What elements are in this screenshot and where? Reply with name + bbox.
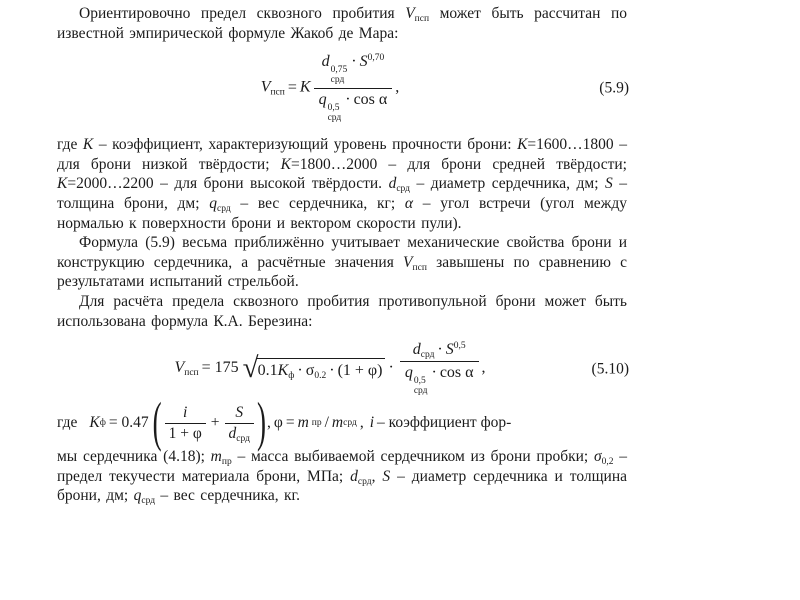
text-segment: – коэффициент, характеризующий уровень прочности брони: [93, 136, 518, 154]
comma: , [359, 413, 364, 431]
fraction [400, 340, 479, 397]
text-segment: V [405, 5, 415, 22]
equation-5-10-body [57, 340, 643, 397]
subscript: 0.2 [314, 371, 327, 382]
equals-sign: = [285, 413, 295, 431]
text-segment: – вес сердечника, кг. [155, 487, 300, 505]
subscript: срд [330, 74, 345, 85]
multiplication-dot: · [345, 91, 351, 109]
radical-sign: √ [242, 352, 259, 385]
multiplication-dot: · [329, 362, 335, 380]
text-segment: может быть рассчитан по известной эмпирической формуле Жакоб де Мара: [57, 5, 628, 42]
text-segment: мы сердечника (4.18); [57, 448, 211, 466]
text-segment: где [57, 136, 83, 154]
variable-v: V [174, 359, 185, 377]
variable-kf: K [89, 413, 100, 431]
superscript: 0,5 [327, 103, 340, 114]
paragraph-intro-jacob-de-marre [57, 4, 643, 43]
coefficient: 0.1 [257, 362, 278, 380]
text-segment: S [605, 175, 613, 193]
multiplication-dot: · [437, 341, 443, 359]
text-segment: K [280, 155, 292, 173]
text-segment: q [133, 487, 142, 505]
text-segment: Ориентировочно предел сквозного пробития [79, 5, 406, 22]
subscript: псп [184, 368, 199, 379]
text-segment: – масса выбиваемой сердечником из брони пробки; [231, 448, 594, 466]
text-segment: , [371, 467, 383, 485]
right-paren: ) [256, 390, 266, 453]
text-segment: m [210, 448, 222, 466]
subscript: срд [413, 385, 428, 396]
paragraph-k-coefficient [57, 135, 643, 233]
numerator: i [165, 404, 206, 424]
paragraph-definitions-continued [57, 447, 643, 506]
text-segment: S [382, 467, 391, 485]
form-coefficient-text: – коэффициент фор- [377, 413, 512, 431]
text-segment: σ [593, 448, 602, 466]
variable-sigma: σ [305, 362, 315, 380]
subscript: пр [221, 457, 232, 468]
subscript: псп [414, 14, 430, 24]
subscript: срд [141, 496, 156, 507]
denominator [400, 362, 479, 397]
multiplication-dot: · [297, 362, 303, 380]
comma: , [481, 359, 486, 377]
variable-q: q [318, 91, 327, 109]
variable-k: K [277, 362, 289, 380]
denominator [314, 89, 393, 124]
numerator [314, 52, 393, 89]
text-segment: – диаметр сердечника, дм; [410, 175, 606, 193]
equals-sign: = [287, 78, 297, 96]
equation-number: (5.10) [591, 359, 629, 377]
plus-sign: + [210, 413, 220, 431]
paren-term: (1 + φ) [337, 362, 383, 380]
text-segment: =1600…1800 – для брони низкой твёрдости; [57, 136, 627, 173]
sup-sub-stack [414, 377, 428, 396]
cosine-term: cos α [439, 364, 474, 382]
variable-k: K [299, 78, 311, 96]
square-root [242, 352, 386, 385]
variable-d: d [228, 424, 237, 442]
subscript: срд [217, 203, 231, 214]
subscript: срд [236, 433, 250, 444]
equals-sign: = 175 [201, 359, 239, 377]
superscript: 0,70 [367, 53, 385, 64]
numerator: S [225, 404, 254, 424]
subscript: срд [396, 184, 410, 195]
text-segment: K [517, 136, 528, 154]
equals-sign: = 0.47 [108, 413, 149, 431]
subscript: псп [412, 262, 427, 273]
paragraph-berezin-intro [57, 292, 643, 331]
text-segment: =2000…2200 – для брони высокой твёрдости. [67, 175, 389, 193]
variable-phi: φ [273, 413, 283, 431]
comma: , [395, 78, 400, 96]
subscript: срд [327, 112, 342, 123]
text-segment: – диаметр сердечника и толщина брони, дм; [57, 467, 628, 505]
fraction [314, 52, 393, 124]
comma: , [266, 413, 271, 431]
text-segment: K [57, 175, 68, 193]
variable-d: d [412, 341, 421, 359]
text-segment: Для расчёта предела сквозного пробития противопульной брони может быть использована формула К.А. Березина: [57, 292, 627, 330]
subscript: 0,2 [601, 457, 614, 468]
paragraph-formula-accuracy [57, 233, 643, 292]
cosine-term: cos α [353, 91, 388, 109]
equation-kf-definition: где K ф = 0.47 ( $\frac{i}{1 + \varphi}$ + $\frac{S}{d_{срд}}$ ) , φ = m пр / m срд , i – коэффициент фор- [57, 390, 512, 453]
text-segment: α [404, 194, 414, 212]
text-segment: – предел текучести материала брони, МПа; [57, 448, 627, 485]
text-segment: Формула (5.9) весьма приближённо учитывает механические свойства брони и конструкцию сердечника, а расчётные значения [57, 234, 627, 271]
fraction [165, 404, 206, 441]
text-segment: q [209, 194, 218, 212]
variable-q: q [404, 364, 413, 382]
variable-m: m [297, 413, 309, 431]
variable-v: V [260, 78, 271, 96]
text-segment: – толщина брони, дм; [57, 175, 628, 212]
variable-d: d [321, 53, 330, 71]
text-segment: d [388, 175, 397, 193]
text-segment: – угол встречи (угол между нормалью к поверхности брони и вектором скорости пули). [57, 194, 627, 232]
variable-s: S [445, 341, 454, 359]
multiplication-dot: · [351, 53, 357, 71]
fraction [225, 404, 254, 444]
text-segment: K [82, 136, 94, 154]
text-segment: d [350, 467, 358, 485]
subscript: ф [288, 371, 295, 382]
subscript: срд [420, 350, 435, 361]
text-segment: V [403, 253, 413, 271]
superscript: 0,5 [413, 376, 426, 387]
text-segment: =1800…2000 – для брони средней твёрдости; [291, 155, 627, 173]
subscript: срд [357, 476, 372, 487]
sup-sub-stack [328, 104, 342, 123]
subscript: псп [270, 87, 285, 98]
denominator: 1 + φ [168, 424, 202, 442]
equation-5-9 [57, 52, 643, 124]
equation-5-9-body [57, 52, 643, 124]
variable-s: S [359, 53, 368, 71]
text-segment: завышены по сравнению с результатами испытаний стрельбой. [57, 253, 627, 291]
numerator [400, 340, 479, 362]
division-slash: / [324, 413, 329, 431]
superscript: 0,5 [453, 341, 466, 352]
variable-i: i [369, 413, 374, 431]
denominator [225, 424, 254, 442]
radicand [257, 358, 386, 382]
text-segment: – вес сердечника, кг; [230, 194, 405, 212]
sup-sub-stack [331, 66, 348, 85]
variable-m: m [331, 413, 344, 431]
superscript: 0,75 [330, 65, 348, 76]
where-label: где [57, 413, 78, 431]
multiplication-dot: · [388, 359, 394, 377]
multiplication-dot: · [431, 364, 437, 382]
left-paren: ( [152, 390, 162, 453]
equation-number: (5.9) [599, 79, 629, 97]
equation-5-10 [57, 340, 643, 397]
